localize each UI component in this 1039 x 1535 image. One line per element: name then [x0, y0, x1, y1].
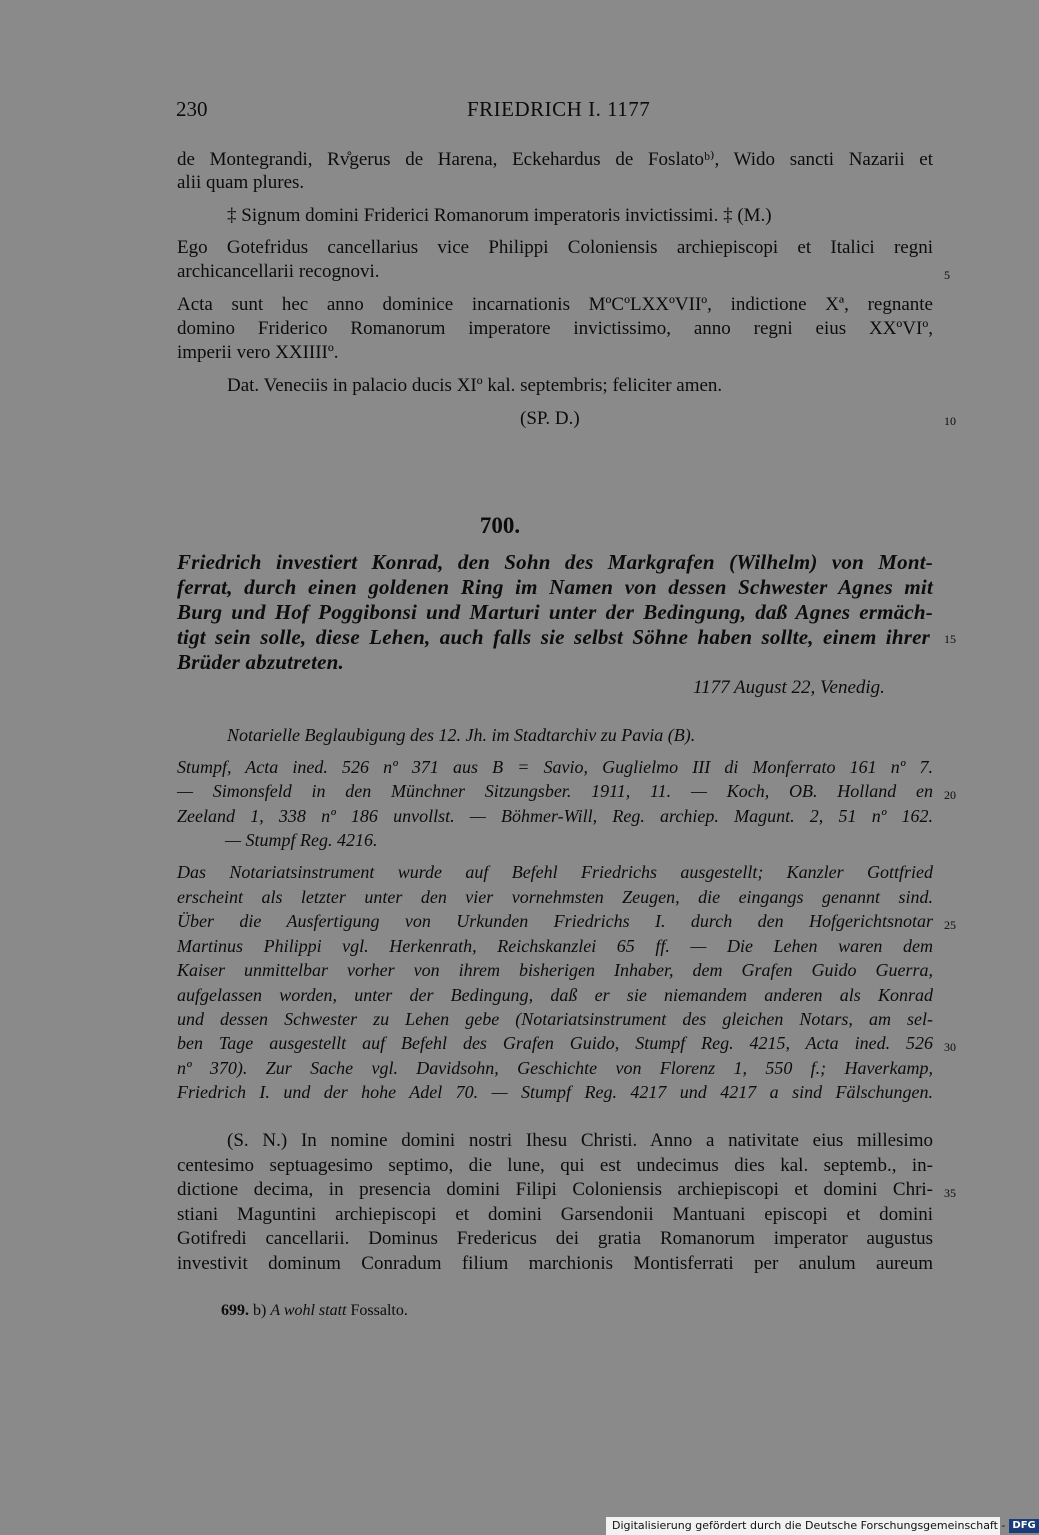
- text-line: investivit dominum Conradum filium marchionis Montisferrati per anulum aureum: [177, 1253, 933, 1274]
- commentary-line: und dessen Schwester zu Lehen gebe (Notariatsinstrument des gleichen Notars, am sel-: [177, 1009, 933, 1029]
- commentary-line: Martinus Philippi vgl. Herkenrath, Reichskanzlei 65 ff. — Die Lehen waren dem: [177, 936, 933, 956]
- recognition-line: Ego Gotefridus cancellarius vice Philippi Coloniensis archiepiscopi et Italici regni: [177, 237, 933, 258]
- commentary-line: ben Tage ausgestellt auf Befehl des Grafen Guido, Stumpf Reg. 4215, Acta ined. 526: [177, 1033, 933, 1053]
- commentary-line: Friedrich I. und der hohe Adel 70. — Stumpf Reg. 4217 und 4217 a sind Fälschungen.: [177, 1082, 933, 1102]
- regest-line: Brüder abzutreten.: [177, 650, 344, 674]
- dfg-logo: DFG: [1009, 1519, 1038, 1533]
- footnote: [221, 1302, 408, 1320]
- editions-line: Zeeland 1, 338 nº 186 unvollst. — Böhmer-Will, Reg. archiep. Magunt. 2, 51 nº 162.: [177, 806, 933, 826]
- text-line: centesimo septuagesimo septimo, die lune, qui est undecimus dies kal. septemb., in-: [177, 1155, 933, 1176]
- footnote-italic: A wohl statt: [270, 1302, 347, 1319]
- continuation-line: alii quam plures.: [177, 172, 305, 193]
- text-line: dictione decima, in presencia domini Filipi Coloniensis archiepiscopi et domini Chri-: [177, 1179, 933, 1200]
- text-line: stiani Maguntini archiepiscopi et domini Garsendonii Mantuani episcopi et domini: [177, 1204, 933, 1225]
- footer-text: Digitalisierung gefördert durch die Deutsche Forschungsgemeinschaft -: [612, 1519, 1006, 1532]
- datum-line: Dat. Veneciis in palacio ducis XIº kal. septembris; feliciter amen.: [227, 375, 723, 396]
- commentary-line: aufgelassen worden, unter der Bedingung, daß er sie niemandem anderen als Konrad: [177, 985, 933, 1005]
- footnote-mark: b): [253, 1302, 267, 1319]
- tradition-note: Notarielle Beglaubigung des 12. Jh. im Stadtarchiv zu Pavia (B).: [227, 725, 696, 745]
- running-title: FRIEDRICH I. 1177: [467, 97, 651, 121]
- regest-line: ferrat, durch einen goldenen Ring im Namen von dessen Schwester Agnes mit: [177, 575, 933, 599]
- text-line: Gotifredi cancellarii. Dominus Fredericus dei gratia Romanorum imperator augustus: [177, 1228, 933, 1249]
- dating-line: imperii vero XXIIIIº.: [177, 342, 339, 363]
- date-place: 1177 August 22, Venedig.: [693, 677, 885, 698]
- line-number: 5: [944, 268, 950, 282]
- line-number: 25: [944, 918, 956, 932]
- regest-line: tigt sein solle, diese Lehen, auch falls sie selbst Söhne haben sollte, einem ihrer: [177, 625, 930, 649]
- commentary-line: Kaiser unmittelbar vorher von ihrem bisherigen Inhaber, dem Grafen Guido Guerra,: [177, 960, 933, 980]
- editions-line: Stumpf, Acta ined. 526 nº 371 aus B = Savio, Guglielmo III di Monferrato 161 nº 7.: [177, 757, 933, 777]
- commentary-line: nº 370). Zur Sache vgl. Davidsohn, Geschichte von Florenz 1, 550 f.; Haverkamp,: [177, 1058, 933, 1078]
- regest-line: Friedrich investiert Konrad, den Sohn des Markgrafen (Wilhelm) von Mont-: [177, 550, 933, 574]
- commentary-line: Das Notariatsinstrument wurde auf Befehl Friedrichs ausgestellt; Kanzler Gottfried: [177, 862, 933, 882]
- line-number: 30: [944, 1040, 956, 1054]
- continuation-line: de Montegrandi, Rv̊gerus de Harena, Eckehardus de Foslatoᵇ⁾, Wido sancti Nazarii et: [177, 149, 933, 170]
- document-number: 700.: [479, 513, 521, 538]
- line-number: 10: [944, 414, 956, 428]
- footnote-text: Fossalto.: [350, 1302, 408, 1319]
- page-number: 230: [176, 97, 208, 121]
- dating-line: Acta sunt hec anno dominice incarnationis MºCºLXXºVIIº, indictione Xª, regnante: [177, 294, 933, 315]
- digitization-footer: [606, 1517, 1036, 1535]
- line-number: 20: [944, 788, 956, 802]
- dating-line: domino Friderico Romanorum imperatore invictissimo, anno regni eius XXºVIº,: [177, 318, 933, 339]
- commentary-line: Über die Ausfertigung von Urkunden Friedrichs I. durch den Hofgerichtsnotar: [177, 911, 933, 931]
- commentary-line: erscheint als letzter unter den vier vornehmsten Zeugen, die eingangs genannt sind.: [177, 887, 933, 907]
- recognition-line: archicancellarii recognovi.: [177, 261, 380, 282]
- signum-line: ‡ Signum domini Friderici Romanorum imperatoris invictissimi. ‡ (M.): [227, 205, 772, 226]
- seal-note: (SP. D.): [520, 408, 580, 429]
- footnote-ref: 699.: [221, 1302, 249, 1319]
- line-number: 15: [944, 632, 956, 646]
- regest-line: Burg und Hof Poggibonsi und Marturi unter der Bedingung, daß Agnes ermäch-: [177, 600, 933, 624]
- line-number: 35: [944, 1186, 956, 1200]
- editions-line: — Simonsfeld in den Münchner Sitzungsber. 1911, 11. — Koch, OB. Holland en: [177, 781, 933, 801]
- text-line: (S. N.) In nomine domini nostri Ihesu Christi. Anno a nativitate eius millesimo: [227, 1130, 933, 1151]
- editions-line: — Stumpf Reg. 4216.: [225, 830, 378, 850]
